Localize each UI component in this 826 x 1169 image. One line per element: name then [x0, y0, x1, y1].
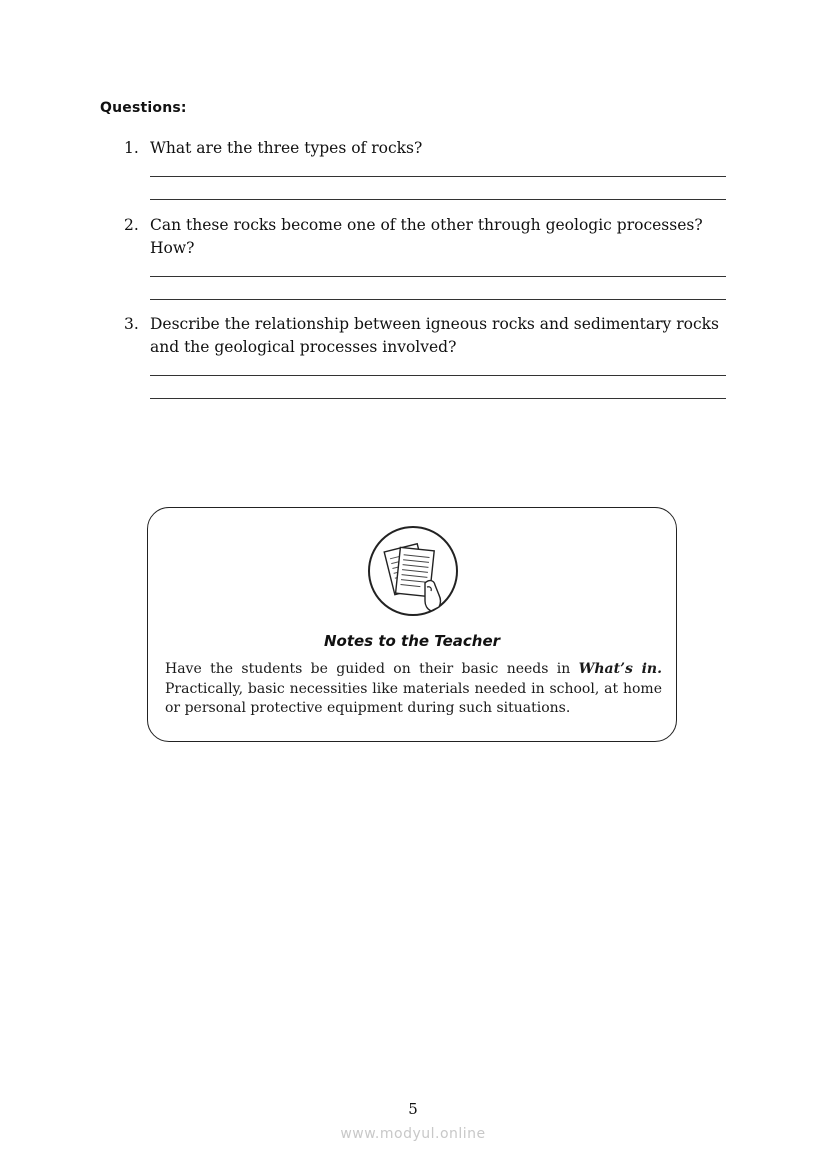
watermark: www.modyul.online — [340, 1126, 486, 1142]
teacher-notes-title: Notes to the Teacher — [323, 632, 501, 650]
teacher-notes-text — [165, 660, 662, 719]
answer-line — [150, 299, 726, 300]
question-number: 3. — [124, 315, 139, 333]
papers-in-hand-icon — [367, 525, 459, 617]
question-text: What are the three types of rocks? — [150, 139, 423, 157]
teacher-notes-text-start: Have the students be guided on their basic needs in — [165, 661, 579, 677]
teacher-notes-text-end: Practically, basic necessities like materials needed in school, at home or personal protective equipment during such situations. — [165, 680, 662, 716]
answer-line — [150, 199, 726, 200]
answer-line — [150, 276, 726, 277]
question-number: 1. — [124, 139, 139, 157]
question-item — [124, 137, 728, 160]
question-text: Can these rocks become one of the other through geologic processes? How? — [150, 216, 703, 257]
page-number: 5 — [408, 1100, 418, 1118]
answer-line — [150, 375, 726, 376]
answer-line — [150, 398, 726, 399]
teacher-notes-emphasis: What’s in. — [578, 661, 662, 677]
question-item — [124, 313, 728, 359]
question-text: Describe the relationship between igneous rocks and sedimentary rocks and the geological processes involved? — [150, 315, 719, 356]
questions-heading: Questions: — [100, 100, 187, 116]
teacher-notes-box — [147, 507, 677, 742]
answer-line — [150, 176, 726, 177]
question-item — [124, 214, 728, 260]
question-number: 2. — [124, 216, 139, 234]
